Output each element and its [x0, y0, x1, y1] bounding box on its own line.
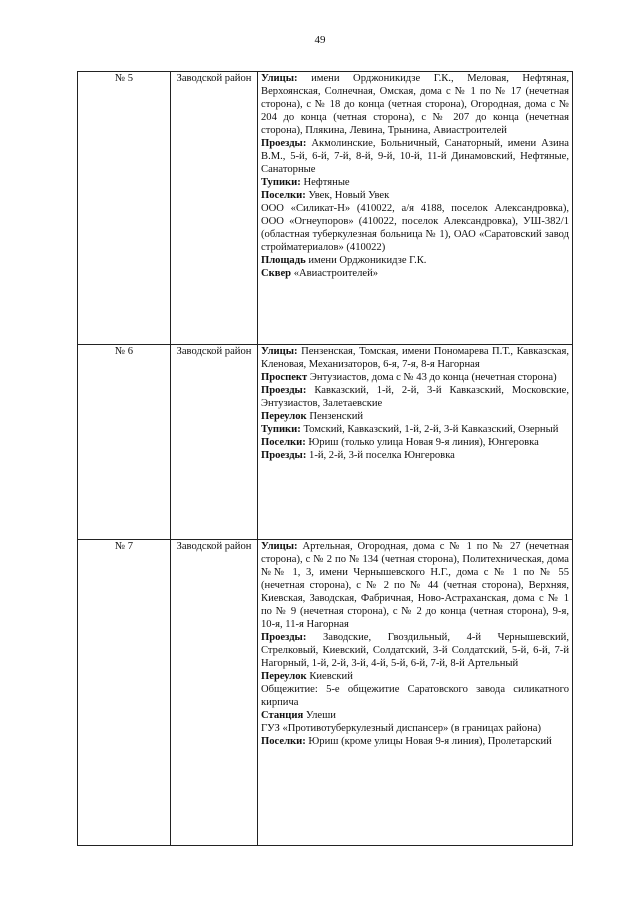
district-name: Заводской район [171, 540, 258, 846]
list-item: Общежитие: 5-е общежитие Саратовского завода силикатного кирпича [261, 684, 569, 708]
district-name: Заводской район [171, 72, 258, 345]
list-item: Проезды: 1-й, 2-й, 3-й поселка Юнгеровка [261, 450, 455, 461]
district-name: Заводской район [171, 345, 258, 540]
list-item: Тупики: Нефтяные [261, 177, 350, 188]
table-row [78, 72, 573, 345]
list-item: Улицы: Артельная, Огородная, дома с № 1 по № 27 (нечетная сторона), с № 2 по № 134 (четная сторона), Политехническая, дома №№ 1, 3, имени Чернышевского Н.Г., дома с № 1 по № 55 (нечетная сторона), с № 2 по № 44 (четная сторона), Верхняя, Киевская, Заводская, Фабричная, Ново-Астраханская, дома с № 1 по № 9 (нечетная сторона), с № 2 до конца (четная сторона), 9-я, 10-я, 11-я Нагорная [261, 541, 569, 630]
list-item: Сквер «Авиастроителей» [261, 268, 379, 279]
list-item: Проезды: Заводские, Гвоздильный, 4-й Чернышевский, Стрелковый, Киевский, Солдатский, 3-й Солдатский, 5-й, 6-й, 7-й Нагорный, 1-й, 2-й, 3-й, 4-й, 5-й, 6-й, 7-й, 8-й Артельный [261, 632, 569, 669]
list-item: Площадь имени Орджоникидзе Г.К. [261, 255, 427, 266]
address-list [258, 72, 573, 345]
list-item: Переулок Киевский [261, 671, 353, 682]
list-item: Проспект Энтузиастов, дома с № 43 до конца (нечетная сторона) [261, 372, 557, 383]
list-item: Тупики: Томский, Кавказский, 1-й, 2-й, 3-й Кавказский, Озерный [261, 424, 559, 435]
address-list [258, 540, 573, 846]
list-item: Поселки: Увек, Новый Увек [261, 190, 390, 201]
list-item: Поселки: Юриш (только улица Новая 9-я линия), Юнгеровка [261, 437, 539, 448]
list-item: ГУЗ «Противотуберкулезный диспансер» (в границах района) [261, 723, 541, 734]
list-item: Проезды: Акмолинские, Больничный, Санаторный, имени Азина В.М., 5-й, 6-й, 7-й, 8-й, 9-й, 10-й, 11-й Динамовский, Нефтяные, Санаторные [261, 138, 570, 175]
table-row [78, 540, 573, 846]
page-number: 49 [314, 34, 326, 46]
list-item: ООО «Силикат-Н» (410022, а/я 4188, поселок Александровка), ООО «Огнеупоров» (410022, поселок Александровка), УШ-382/1 (областная туберкулезная больница № 1), ОАО «Саратовский завод стройматериалов» (410022) [261, 203, 569, 253]
row-number: № 5 [78, 72, 171, 345]
list-item: Улицы: имени Орджоникидзе Г.К., Меловая, Нефтяная, Верхоянская, Солнечная, Омская, дома с № 1 по № 17 (нечетная сторона), с № 18 до конца (четная сторона), Огородная, дома с № 204 до конца (четная сторона), с № 207 до конца (нечетная сторона), Плякина, Левина, Трынина, Авиастроителей [261, 73, 570, 136]
district-table [77, 71, 573, 846]
list-item: Улицы: Пензенская, Томская, имени Пономарева П.Т., Кавказская, Кленовая, Механизаторов, 6-я, 7-я, 8-я Нагорная [261, 346, 569, 370]
table-row [78, 345, 573, 540]
row-number: № 7 [78, 540, 171, 846]
list-item: Поселки: Юриш (кроме улицы Новая 9-я линия), Пролетарский [261, 736, 552, 747]
list-item: Переулок Пензенский [261, 411, 364, 422]
address-list [258, 345, 573, 540]
list-item: Станция Улеши [261, 710, 336, 721]
list-item: Проезды: Кавказский, 1-й, 2-й, 3-й Кавказский, Московские, Энтузиастов, Залетаевские [261, 385, 569, 409]
row-number: № 6 [78, 345, 171, 540]
